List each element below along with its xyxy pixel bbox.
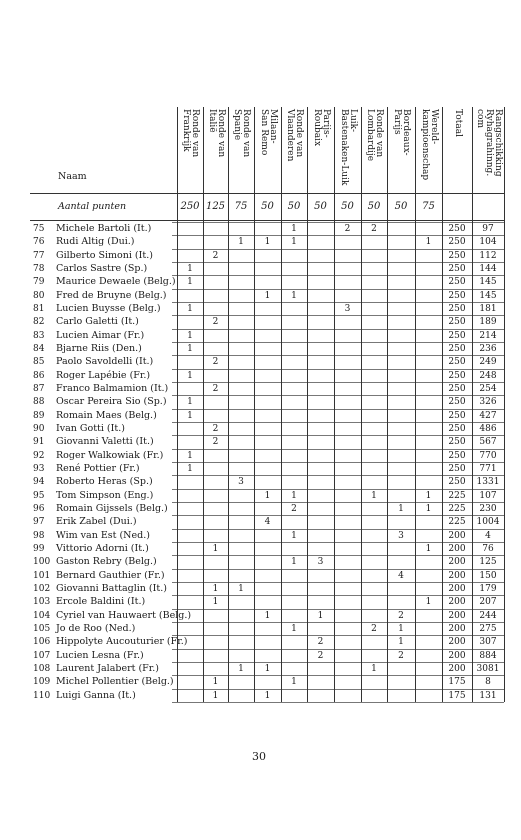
column-header: Luik- Bastenaken-Luik [338, 109, 358, 186]
ranking-value: 427 [479, 410, 497, 421]
win-count: 1 [291, 224, 297, 234]
win-count: 2 [371, 623, 377, 634]
ranking-value: 207 [479, 597, 497, 608]
ranking-value: 249 [479, 357, 497, 368]
column-header: Bordeaux- Parijs [392, 109, 411, 156]
win-count: 1 [291, 290, 297, 301]
win-count: 1 [291, 623, 297, 634]
total-points: 225 [448, 517, 466, 528]
row-rule [172, 582, 504, 583]
points-value: 250 [180, 201, 200, 212]
row-number: 96 [33, 503, 45, 514]
rider-name: Roberto Heras (Sp.) [56, 476, 153, 488]
total-points: 250 [448, 463, 466, 474]
name-column-header: Naam [58, 171, 87, 182]
row-rule [172, 395, 504, 396]
row-number: 103 [33, 597, 51, 608]
ranking-value: 107 [479, 490, 497, 501]
ranking-value: 230 [479, 503, 497, 514]
ranking-value: 131 [479, 690, 497, 701]
row-number: 82 [33, 317, 45, 328]
win-count: 1 [291, 677, 297, 688]
row-number: 101 [33, 570, 51, 581]
total-points: 200 [448, 570, 466, 581]
win-count: 1 [264, 290, 271, 301]
win-count: 1 [187, 330, 193, 341]
column-header: Wereld- kampioenschap [419, 109, 439, 181]
row-rule [172, 289, 504, 290]
row-rule [172, 355, 504, 356]
row-rule [172, 702, 504, 703]
ranking-value: 771 [479, 463, 497, 474]
win-count: 1 [425, 503, 432, 514]
column-rule [203, 107, 204, 702]
points-value: 50 [367, 201, 381, 212]
row-rule [172, 369, 504, 370]
win-count: 1 [187, 370, 193, 381]
win-count: 1 [264, 610, 271, 621]
win-count: 1 [187, 343, 193, 354]
rider-name: Luigi Ganna (It.) [56, 689, 136, 701]
rider-name: Cyriel van Hauwaert (Belg.) [56, 609, 192, 621]
row-number: 105 [33, 623, 51, 634]
row-number: 87 [33, 383, 45, 394]
win-count: 1 [212, 583, 219, 594]
ranking-value: 144 [479, 263, 497, 274]
win-count: 2 [212, 383, 219, 394]
column-header: Ronde van Italië [206, 109, 226, 158]
ranking-value: 1331 [476, 477, 500, 488]
rider-name: Franco Balmamion (It.) [56, 382, 169, 394]
row-number: 83 [33, 330, 45, 341]
row-rule [172, 529, 504, 530]
row-number: 92 [33, 450, 45, 461]
row-rule [172, 249, 504, 250]
row-rule [172, 315, 504, 316]
total-points: 250 [448, 317, 466, 328]
ranking-value: 112 [479, 250, 497, 261]
total-points: 200 [448, 610, 466, 621]
row-rule [172, 542, 504, 543]
win-count: 1 [371, 663, 377, 674]
points-value: 50 [287, 201, 301, 212]
ranking-value: 275 [479, 623, 497, 634]
ranking-value: 145 [479, 290, 497, 301]
win-count: 2 [398, 650, 404, 661]
row-number: 75 [33, 224, 45, 234]
total-points: 250 [448, 450, 466, 461]
points-value: 125 [205, 201, 226, 212]
win-count: 1 [187, 397, 193, 408]
ranking-value: 76 [482, 543, 494, 554]
rider-name: René Pottier (Fr.) [56, 462, 140, 474]
win-count: 2 [317, 637, 324, 648]
column-rule [281, 107, 282, 702]
win-count: 2 [212, 423, 219, 434]
ranking-value: 189 [479, 317, 497, 328]
win-count: 1 [398, 623, 404, 634]
ranking-value: 884 [479, 650, 497, 661]
total-points: 200 [448, 650, 466, 661]
column-header: Ronde van Frankrijk [181, 109, 200, 158]
ranking-value: 4 [485, 530, 491, 541]
row-rule [172, 302, 504, 303]
total-points: 250 [448, 370, 466, 381]
row-rule [172, 382, 504, 383]
row-rule [172, 222, 504, 223]
rider-name: Rudi Altig (Dui.) [56, 236, 135, 248]
row-number: 84 [33, 343, 45, 354]
total-points: 250 [448, 397, 466, 408]
total-points: 250 [448, 357, 466, 368]
total-points: 250 [448, 330, 466, 341]
ranking-value: 244 [479, 610, 497, 621]
row-number: 95 [33, 490, 45, 501]
win-count: 3 [344, 303, 351, 314]
total-points: 200 [448, 583, 466, 594]
win-count: 2 [291, 503, 297, 514]
rider-name: Maurice Dewaele (Belg.) [56, 276, 176, 288]
win-count: 1 [187, 450, 193, 461]
row-number: 91 [33, 437, 45, 448]
total-points: 250 [448, 437, 466, 448]
win-count: 4 [398, 570, 404, 581]
ranking-value: 254 [479, 383, 497, 394]
rider-name: Roger Lapébie (Fr.) [56, 369, 151, 381]
win-count: 3 [317, 557, 324, 568]
win-count: 1 [212, 597, 219, 608]
win-count: 1 [187, 277, 193, 288]
row-rule [172, 689, 504, 690]
column-header: Ronde van Spanje [232, 109, 251, 158]
points-value: 75 [422, 201, 435, 212]
row-number: 88 [33, 397, 45, 408]
row-number: 98 [33, 530, 45, 541]
points-value: 50 [261, 201, 274, 212]
ranking-value: 307 [479, 637, 497, 648]
ranking-value: 104 [479, 237, 497, 248]
win-count: 2 [398, 610, 404, 621]
row-rule [172, 555, 504, 556]
total-points: 200 [448, 623, 466, 634]
total-points: 200 [448, 530, 466, 541]
rider-name: Carlos Sastre (Sp.) [56, 262, 148, 274]
row-number: 102 [33, 583, 51, 594]
win-count: 1 [264, 237, 271, 248]
total-points: 200 [448, 597, 466, 608]
ranking-value: 236 [479, 343, 497, 354]
ranking-value: 150 [479, 570, 497, 581]
win-count: 2 [371, 224, 377, 234]
win-count: 1 [291, 237, 297, 248]
win-count: 4 [264, 517, 271, 528]
row-rule [172, 435, 504, 436]
win-count: 2 [344, 224, 351, 234]
row-number: 104 [33, 610, 51, 621]
row-rule [172, 662, 504, 663]
rider-name: Tom Simpson (Eng.) [56, 489, 154, 501]
total-points: 250 [448, 303, 466, 314]
rider-name: Oscar Pereira Sio (Sp.) [56, 396, 167, 408]
win-count: 1 [264, 490, 271, 501]
total-points: 200 [448, 543, 466, 554]
points-value: 50 [394, 201, 408, 212]
ranking-value: 145 [479, 277, 497, 288]
total-points: 200 [448, 637, 466, 648]
row-number: 89 [33, 410, 45, 421]
rider-name: Laurent Jalabert (Fr.) [56, 662, 159, 674]
rider-name: Wim van Est (Ned.) [56, 529, 150, 541]
row-rule [172, 329, 504, 330]
ranking-value: 8 [485, 677, 491, 688]
row-number: 86 [33, 370, 45, 381]
total-points: 250 [448, 410, 466, 421]
ranking-value: 486 [479, 423, 497, 434]
row-rule [172, 409, 504, 410]
points-bottom-rule [30, 220, 504, 221]
win-count: 1 [398, 637, 404, 648]
ranking-value: 179 [479, 583, 497, 594]
win-count: 1 [371, 490, 377, 501]
total-points: 250 [448, 423, 466, 434]
ranking-value: 125 [479, 557, 497, 568]
rider-name: Erik Zabel (Dui.) [56, 516, 137, 528]
rider-name: Romain Gijssels (Belg.) [56, 502, 168, 514]
ranking-value: 214 [479, 330, 497, 341]
rider-name: Bjarne Riis (Den.) [56, 342, 142, 354]
win-count: 1 [187, 303, 193, 314]
total-points: 250 [448, 477, 466, 488]
total-points: 250 [448, 263, 466, 274]
win-count: 1 [291, 490, 297, 501]
total-points: 250 [448, 383, 466, 394]
row-rule [172, 635, 504, 636]
rider-name: Giovanni Valetti (It.) [56, 436, 154, 448]
points-value: 50 [341, 201, 354, 212]
row-number: 109 [33, 677, 51, 688]
column-rule [228, 107, 229, 702]
row-number: 81 [33, 303, 45, 314]
total-points: 200 [448, 663, 466, 674]
rider-name: Lucien Lesna (Fr.) [56, 649, 144, 661]
win-count: 1 [264, 663, 271, 674]
total-points: 250 [448, 343, 466, 354]
row-rule [172, 595, 504, 596]
column-header: Rangschikking Ryhagrahinng. com [474, 109, 503, 177]
row-number: 76 [33, 237, 45, 248]
row-number: 97 [33, 517, 45, 528]
row-rule [172, 489, 504, 490]
rider-name: Fred de Bruyne (Belg.) [56, 289, 167, 301]
win-count: 1 [425, 597, 432, 608]
win-count: 3 [238, 477, 244, 488]
column-header: Totaal [452, 109, 463, 137]
total-points: 225 [448, 490, 466, 501]
rider-name: Ercole Baldini (It.) [56, 596, 146, 608]
column-header: Ronde van Lombardije [365, 109, 384, 162]
win-count: 1 [187, 410, 193, 421]
row-rule [172, 675, 504, 676]
rider-name: Ivan Gotti (It.) [56, 422, 125, 434]
total-points: 250 [448, 290, 466, 301]
ranking-value: 181 [479, 303, 497, 314]
row-rule [172, 502, 504, 503]
row-rule [172, 569, 504, 570]
row-number: 93 [33, 463, 45, 474]
row-rule [172, 235, 504, 236]
rider-name: Carlo Galetti (It.) [56, 316, 139, 328]
total-points: 200 [448, 557, 466, 568]
rider-name: Paolo Savoldelli (It.) [56, 356, 154, 368]
rider-name: Bernard Gauthier (Fr.) [56, 569, 165, 581]
rider-name: Jo de Roo (Ned.) [56, 622, 136, 634]
total-points: 250 [448, 237, 466, 248]
points-row-label: Aantal punten [58, 201, 127, 212]
row-rule [172, 262, 504, 263]
row-number: 107 [33, 650, 51, 661]
total-points: 175 [448, 690, 466, 701]
rider-name: Hippolyte Aucouturier (Fr.) [56, 636, 188, 648]
row-number: 106 [33, 637, 51, 648]
row-number: 77 [33, 250, 45, 261]
win-count: 1 [187, 263, 193, 274]
total-points: 250 [448, 250, 466, 261]
ranking-value: 1004 [476, 517, 500, 528]
win-count: 1 [398, 503, 404, 514]
ranking-value: 248 [479, 370, 497, 381]
row-rule [172, 622, 504, 623]
ranking-value: 567 [479, 437, 497, 448]
column-rule [415, 107, 416, 702]
row-number: 85 [33, 357, 45, 368]
rider-name: Romain Maes (Belg.) [56, 409, 157, 421]
win-count: 1 [264, 690, 271, 701]
row-number: 110 [33, 690, 51, 701]
rider-name: Gilberto Simoni (It.) [56, 249, 153, 261]
win-count: 1 [238, 583, 244, 594]
rider-name: Roger Walkowiak (Fr.) [56, 449, 164, 461]
row-rule [172, 422, 504, 423]
row-rule [172, 515, 504, 516]
row-number: 99 [33, 543, 45, 554]
row-rule [172, 649, 504, 650]
row-number: 78 [33, 263, 45, 274]
row-number: 108 [33, 663, 51, 674]
rider-name: Michel Pollentier (Belg.) [56, 676, 174, 688]
win-count: 1 [238, 237, 244, 248]
ranking-value: 97 [482, 224, 494, 234]
column-rule [361, 107, 362, 702]
row-rule [172, 342, 504, 343]
ranking-value: 3081 [476, 663, 500, 674]
win-count: 2 [212, 250, 219, 261]
points-value: 75 [234, 201, 248, 212]
column-rule [504, 107, 505, 702]
win-count: 2 [212, 437, 219, 448]
win-count: 1 [317, 610, 324, 621]
row-rule [172, 275, 504, 276]
ranking-value: 326 [479, 397, 497, 408]
row-number: 90 [33, 423, 45, 434]
total-points: 175 [448, 677, 466, 688]
rider-name: Gaston Rebry (Belg.) [56, 556, 157, 568]
rider-name: Lucien Buysse (Belg.) [56, 302, 161, 314]
ranking-value: 770 [479, 450, 497, 461]
win-count: 1 [212, 543, 219, 554]
row-rule [172, 462, 504, 463]
rider-name: Lucien Aimar (Fr.) [56, 329, 145, 341]
row-number: 100 [33, 557, 51, 568]
win-count: 1 [212, 677, 219, 688]
win-count: 3 [398, 530, 404, 541]
total-points: 225 [448, 503, 466, 514]
win-count: 2 [212, 357, 219, 368]
row-number: 79 [33, 277, 45, 288]
row-rule [172, 609, 504, 610]
win-count: 2 [317, 650, 324, 661]
column-header: Parijs- Roubaix [311, 109, 331, 147]
win-count: 1 [291, 530, 297, 541]
column-header: Milaan- San Remo [258, 109, 278, 156]
rider-name: Giovanni Battaglin (It.) [56, 582, 167, 594]
row-rule [172, 449, 504, 450]
total-points: 250 [448, 277, 466, 288]
page-number: 30 [252, 750, 266, 763]
win-count: 1 [291, 557, 297, 568]
win-count: 1 [187, 463, 193, 474]
row-number: 80 [33, 290, 45, 301]
row-rule [172, 475, 504, 476]
column-rule [334, 107, 335, 702]
row-number: 94 [33, 477, 45, 488]
total-points: 250 [448, 224, 466, 234]
points-value: 50 [314, 201, 327, 212]
win-count: 1 [212, 690, 219, 701]
rider-name: Vittorio Adorni (It.) [56, 542, 149, 554]
rider-name: Michele Bartoli (It.) [56, 223, 152, 234]
column-header: Ronde van Vlaanderen [285, 109, 304, 162]
win-count: 2 [212, 317, 219, 328]
win-count: 1 [238, 663, 244, 674]
win-count: 1 [425, 237, 432, 248]
win-count: 1 [425, 490, 432, 501]
win-count: 1 [425, 543, 432, 554]
table-top-rule [30, 193, 504, 194]
